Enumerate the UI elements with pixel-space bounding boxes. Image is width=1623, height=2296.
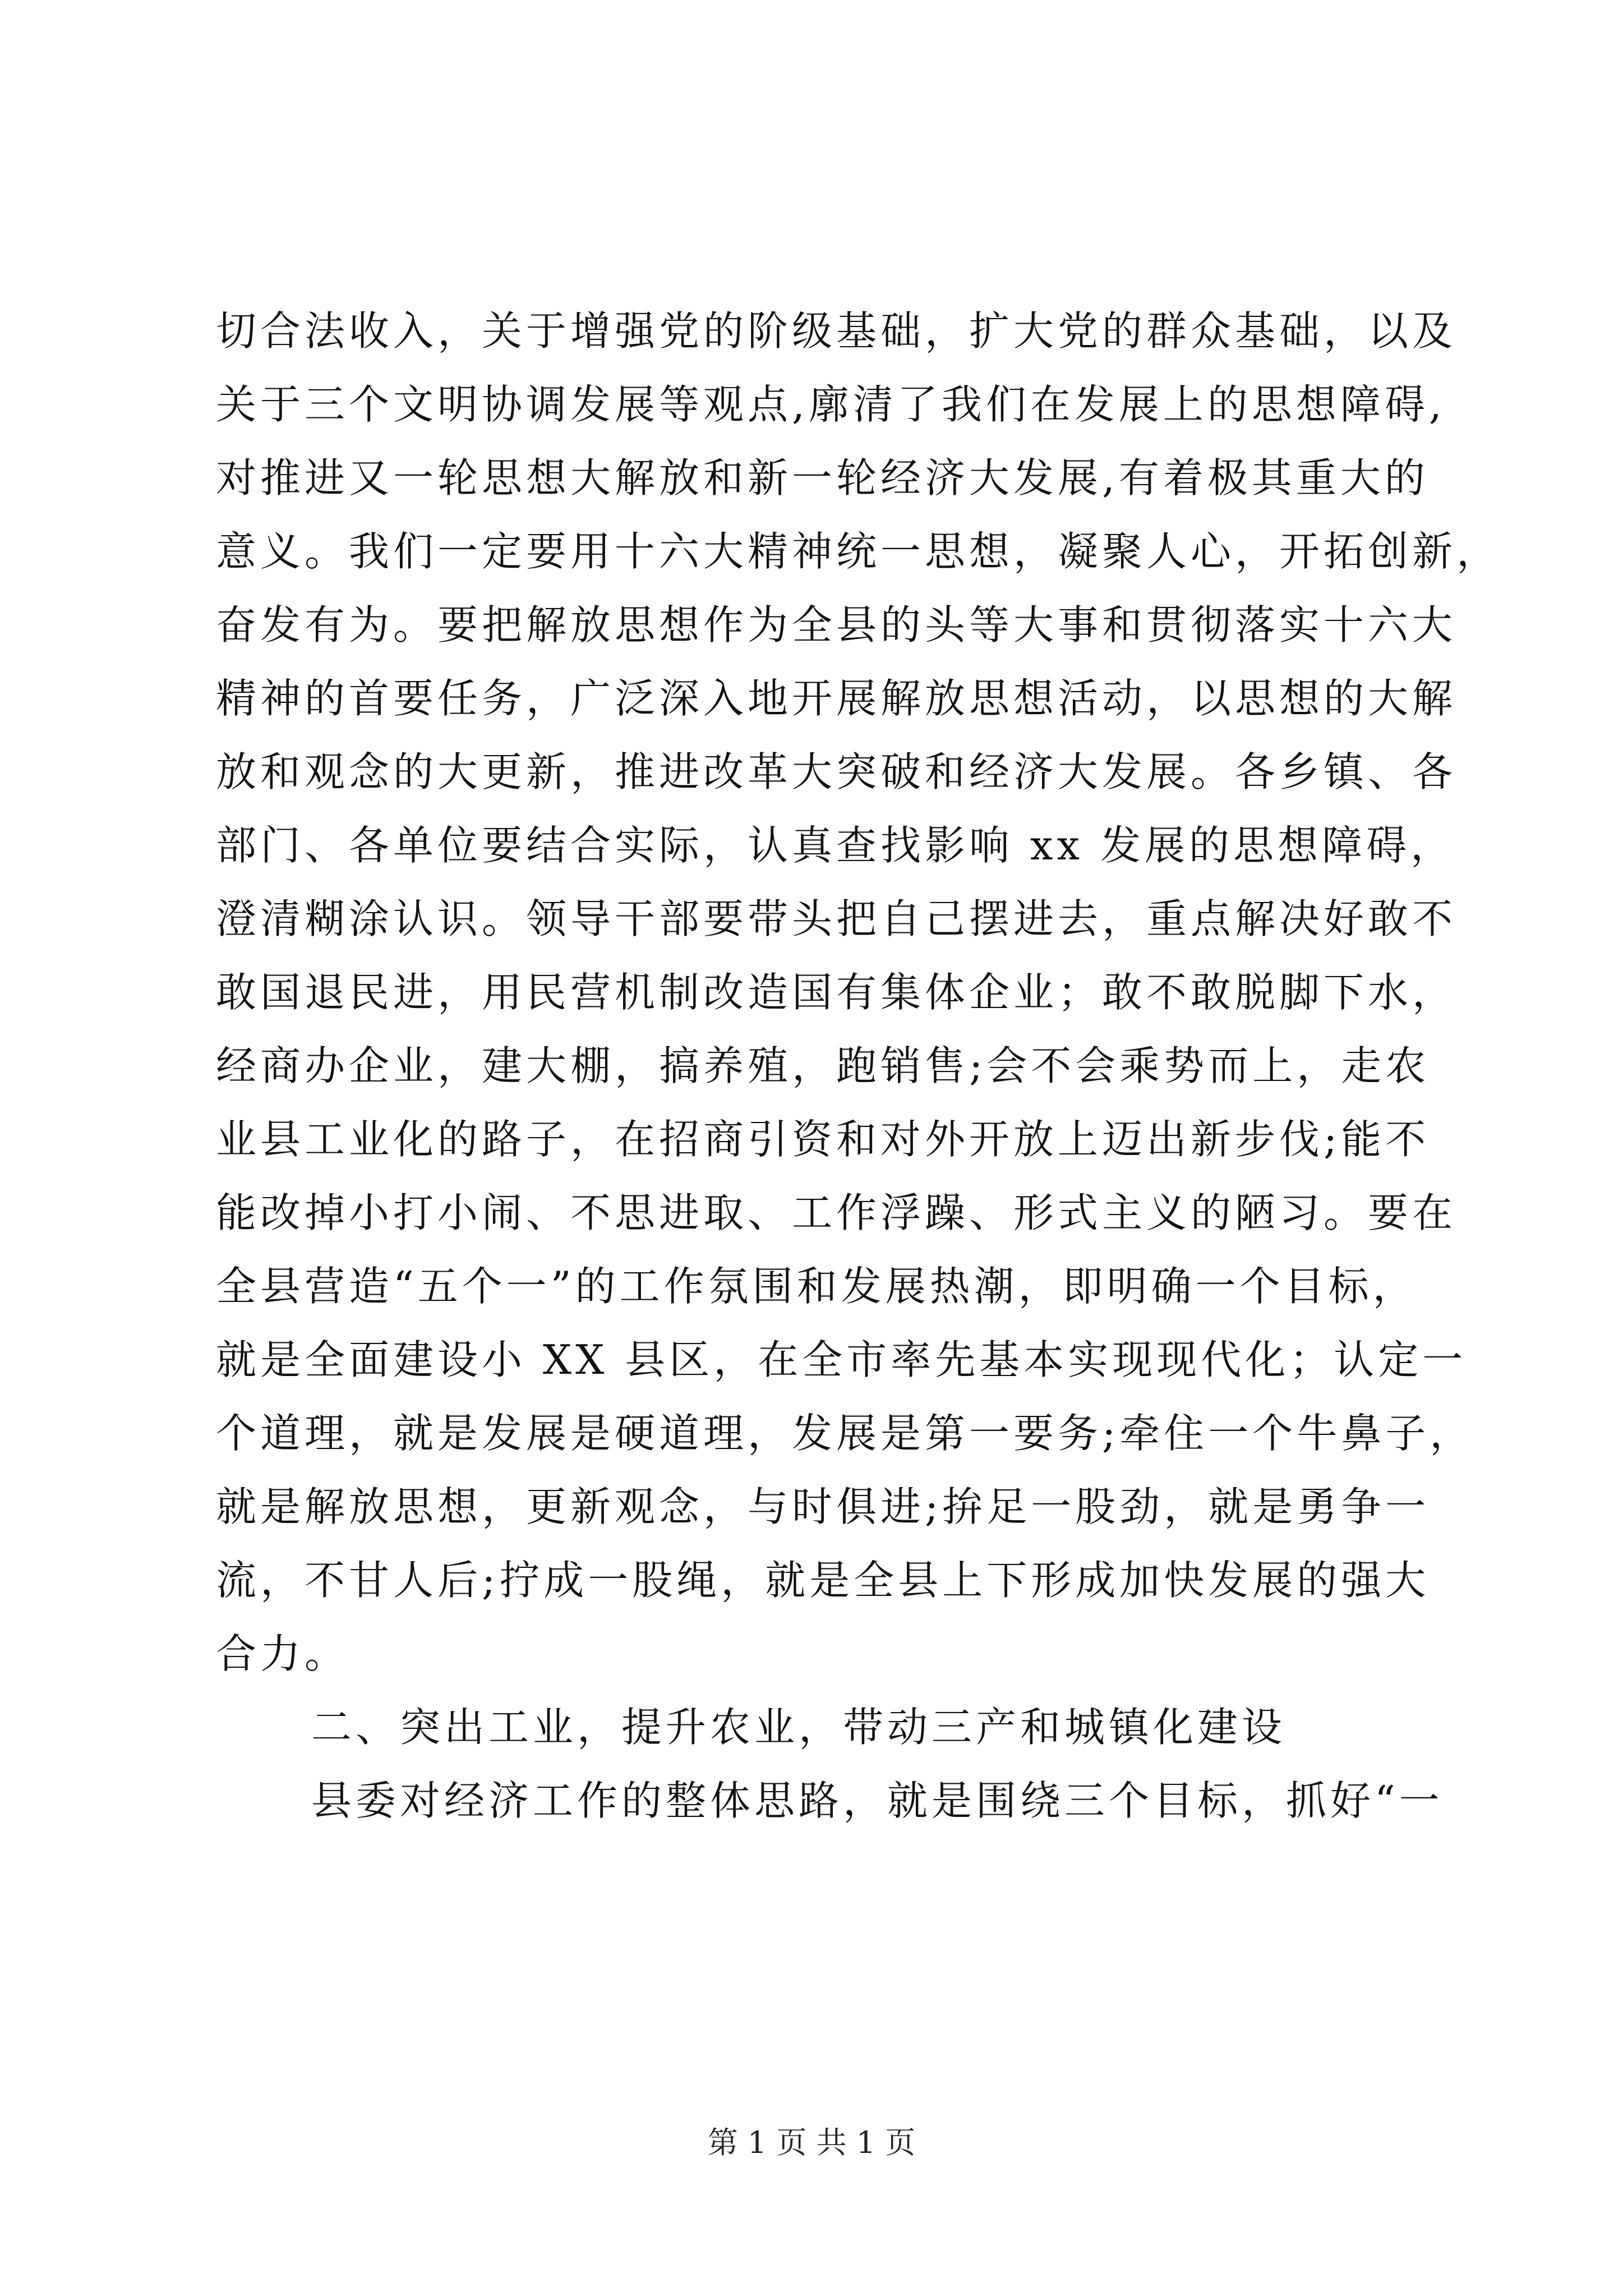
paragraph-line: 个道理，就是发展是硬道理，发展是第一要务;牵住一个牛鼻子， — [216, 1410, 1474, 1457]
paragraph-line: 放和观念的大更新，推进改革大突破和经济大发展。各乡镇、各 — [216, 748, 1457, 795]
page-footer — [0, 2123, 1623, 2162]
paragraph-line: 全县营造“五个一”的工作氛围和发展热潮，即明确一个目标， — [216, 1263, 1417, 1310]
document-body — [216, 295, 1501, 1838]
paragraph-line: 敢国退民进，用民营机制改造国有集体企业；敢不敢脱脚下水， — [216, 969, 1457, 1016]
paragraph-line: 切合法收入，关于增强党的阶级基础，扩大党的群众基础，以及 — [216, 307, 1457, 355]
paragraph-line: 合力。 — [216, 1630, 349, 1677]
paragraph-line: 澄清糊涂认识。领导干部要带头把自己摆进去，重点解决好敢不 — [216, 895, 1457, 942]
paragraph-line: 业县工业化的路子，在招商引资和对外开放上迈出新步伐;能不 — [216, 1116, 1430, 1163]
paragraph-line: 对推进又一轮思想大解放和新一轮经济大发展,有着极其重大的 — [216, 454, 1429, 501]
paragraph-line: 流，不甘人后;拧成一股绳，就是全县上下形成加快发展的强大 — [216, 1557, 1430, 1604]
paragraph-line: 关于三个文明协调发展等观点,廓清了我们在发展上的思想障碍, — [216, 381, 1446, 428]
section-heading: 二、突出工业，提升农业，带动三产和城镇化建设 — [311, 1704, 1287, 1751]
paragraph-line: 奋发有为。要把解放思想作为全县的头等大事和贯彻落实十六大 — [216, 601, 1457, 648]
paragraph-line: 部门、各单位要结合实际，认真查找影响 xx 发展的思想障碍， — [216, 822, 1455, 869]
paragraph-line: 能改掉小打小闹、不思进取、工作浮躁、形式主义的陋习。要在 — [216, 1189, 1457, 1236]
paragraph-line: 县委对经济工作的整体思路，就是围绕三个目标，抓好“一 — [311, 1777, 1444, 1824]
paragraph-line: 经商办企业，建大棚，搞养殖，跑销售;会不会乘势而上，走农 — [216, 1042, 1430, 1089]
paragraph-line: 就是全面建设小 XX 县区，在全市率先基本实现现代化；认定一 — [216, 1336, 1467, 1383]
page-indicator: 第 1 页 共 1 页 — [707, 2125, 916, 2160]
paragraph-line: 意义。我们一定要用十六大精神统一思想，凝聚人心，开拓创新， — [216, 528, 1501, 575]
paragraph-line: 就是解放思想，更新观念，与时俱进;拚足一股劲，就是勇争一 — [216, 1483, 1430, 1530]
paragraph-line: 精神的首要任务，广泛深入地开展解放思想活动，以思想的大解 — [216, 675, 1457, 722]
